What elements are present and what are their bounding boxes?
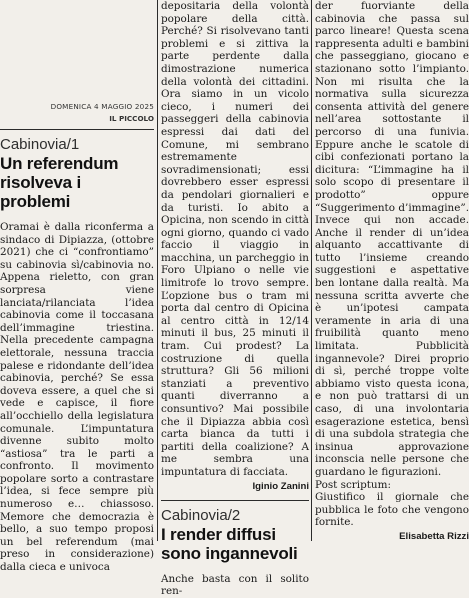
- letter2-kicker: Cabinovia/2: [161, 506, 241, 524]
- publication-source: IL PICCOLO: [109, 114, 154, 123]
- divider: [161, 500, 309, 501]
- letter1-body-part1: Oramai è dalla riconferma a sindaco di Dipiazza, (ottobre 2021) che ci “confrontiamo” su cabinovia sì/cabinovia no. Appena rieletto, con gran sorpresa viene lanciata/rilanciata l’idea cabinovia come il toccasana dell’immagine triestina. Nella precedente campagna elettorale, nessuna traccia palese e ridondante dell’idea cabinovia, perché? Se essa doveva essere, a quel che si vede e capisce, il fiore all’occhiello della legislatura comunale. L’impuntatura divenne subito molto “astiosa” tra le parti a confronto. Il movimento popolare sorto a contrastare l’idea, si fece sempre più numeroso e… chiassoso. Memore che democrazia è bello, a suo tempo proposi un bel referendum (mai preso in considerazione) dalla cieca e univoca: [0, 221, 154, 574]
- divider: [0, 129, 154, 130]
- column-right: [315, 0, 469, 541]
- column-left: [0, 0, 154, 574]
- publication-date: DOMENICA 4 MAGGIO 2025: [50, 102, 154, 111]
- letter1-kicker: Cabinovia/1: [0, 136, 80, 153]
- letter1-headline: Un referendum risolveva i problemi: [0, 154, 119, 211]
- letter2-headline: I render diffusi sono ingannevoli: [161, 524, 298, 563]
- column-middle: [161, 0, 309, 598]
- letter1-signature: Iginio Zanini: [252, 480, 309, 492]
- letter2-body-part2: der fuorviante della cabinovia che passa sul parco lineare! Questa scena rappresenta adulti e bambini che passeggiano, giocano e stazionano sotto l’impianto. Non mi risulta che la normativa sulla sicurezza consenta attività del genere nell’area sottostante il percorso di una funivia. Eppure anche le scatole di cibi confezionati portano la dicitura: “L’immagine ha il solo scopo di presentare il prodotto” oppure “Suggerimento d’immagine”. Invece qui non accade. Anche il render di un’idea alquanto accattivante di tutto l’insieme creando suggestioni e aspettative ben lontane dalla realtà. Ma nessuna scritta avverte che è un’ipotesi campata veramente in aria di una fruibilità quanto meno limitata. Pubblicità ingannevole? Direi proprio di sì, perché troppe volte abbiamo visto questa icona, e non può trattarsi di un caso, di una involontaria esagerazione estetica, bensì di una subdola strategia che insinua approvazione inconscia nelle persone che guardano le figurazioni.: [315, 0, 469, 478]
- letter2-postscript-text: Giustifico il giornale che pubblica le foto che vengono fornite.: [315, 491, 469, 529]
- column-rule: [157, 0, 158, 541]
- letter2-postscript-label: Post scriptum:: [315, 478, 391, 491]
- column-rule: [311, 0, 312, 541]
- letter1-body-part2: depositaria della volontà popolare della città. Perché? Si risolvevano tanti problemi e si zittiva la parte perdente dalla dimostrazione numerica della volontà dei cittadini. Ora siamo in un vicolo cieco, i numeri dei passeggeri della cabinovia espressi dai dati del Comune, mi sembrano estremamente sovradimensionati; essi dovrebbero esser espressi da pendolari giornalieri e da turisti. Io abito a Opicina, non scendo in città ogni giorno, quando ci vado faccio il viaggio in macchina, un parcheggio in Foro Ulpiano o nelle vie limitrofe lo trovo sempre. L’opzione bus o tram mi porta dal centro di Opicina al centro città in 12/14 minuti il bus, 25 minuti il tram. Cui prodest? La costruzione di quella struttura? Gli 56 milioni stanziati a preventivo quanti diverranno a consuntivo? Mai possibile che il Dipiazza abbia così carta bianca da tutti i partiti della coalizione? A me sembra una impuntatura di facciata.: [161, 0, 309, 478]
- letter2-signature: Elisabetta Rizzi: [399, 530, 469, 542]
- letter2-body-part1: Anche basta con il solito ren-: [161, 572, 309, 598]
- letter2-header: [161, 500, 309, 563]
